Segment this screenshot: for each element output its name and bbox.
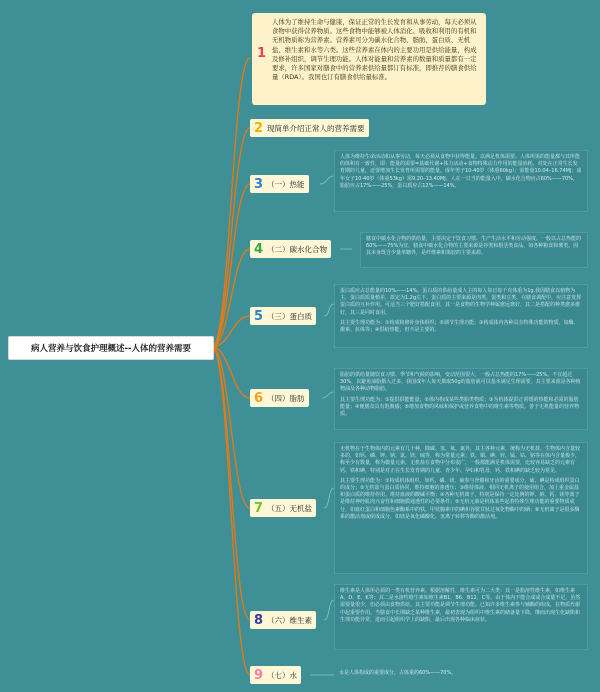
branch-number: 2 [254, 120, 264, 136]
branch-carb [250, 240, 331, 258]
note-paragraph: 蛋白质应占总能量的10%——14%。蛋白质的供给量成人主的每人每日每千克体重为1g.我国膳食以植物为主，蛋白质质量稍差，故定为1.2g左下。蛋白质的主要来源是肉类、蛋类和豆类、在膳食调配中，应注意发挥蛋白质的互补作用。可适当三个肥好搭配食用，其一是食物的生物学种属愈远愈好，其二是搭配的种类愈多愈好，其三是同时食用。 [340, 288, 582, 316]
note-paragraph: 维生素是人体所必须的一类有机营养素。根据溶解性，维生素可为二大类：其一是脂溶性维生素，如维生素A、D、E、K等；其二是水溶性维生素如维生素B1、B6、B12、C等。由于体内不能合成或合成量不足，虽然需要量很少，但必须由食物供给。其主要功能是调节生理功能。已知许多维生素参与辅酶的组成，在物质代谢中起重要作用。当膳食中长期缺乏某种维生素，最初表现为组织中维生素的储备量下降，继而出现生化缺陷和生理功能异常，进而引起组织学上的缺陷，最后出现各种临床症状。 [340, 588, 581, 623]
note-paragraph: 膳食中碳水化合物的供给量，主要决定于饮食习惯、生产生活水平和劳动强度。一般以占总热能的60%——75%为宜。膳食中碳水化合物的主要来源是谷类和根茎类食品，如各种粮食和薯类。因其本身既含少量单糖外，是纤维素和果胶的主要来源。 [366, 236, 582, 257]
branch-number: 5 [254, 308, 264, 324]
branch-label: （三）蛋白质 [267, 311, 313, 321]
branch-label: （二）碳水化合物 [267, 244, 328, 254]
branch-number: 9 [254, 667, 264, 683]
branch-label: （一）热能 [267, 179, 305, 189]
branch-label: （四）脂肪 [267, 393, 305, 403]
note-paragraph: 其主要生理功能为：①构成和修补身体组织；②调节生理功能；③构成体内各种具有特殊功能的物质，如酶、激素、抗体等；④供给热能，但不是主要的。 [340, 319, 579, 334]
branch-number: 3 [254, 176, 264, 192]
branch-water [250, 666, 301, 684]
intro-number: 1 [257, 46, 267, 61]
branch-number: 4 [254, 241, 264, 257]
note-mineral [334, 442, 588, 574]
note-paragraph: 水是人体构成的重要成分，占体重的60%——70%。 [339, 670, 457, 676]
root-node [8, 336, 214, 360]
branch-vitamin [250, 611, 316, 629]
branch-protein [250, 307, 316, 325]
branch-number: 7 [254, 500, 264, 516]
branch-mineral [250, 499, 316, 517]
note-water [334, 667, 588, 683]
branch-intro-summary [250, 119, 369, 137]
branch-number: 8 [254, 612, 264, 628]
note-paragraph: 脂肪的供给量随饮食习惯、季节和气候的影响，变动范围很大，一般占总热能的17%——25%。不宜超过30%，以避免油脂摄入过多。我国成年人每天摄取50g的脂肪就可以基本满足生理需要。其主要来源是各种植物油及各种动物脂肪。 [340, 372, 581, 393]
note-protein [334, 284, 588, 348]
note-fat [334, 368, 588, 430]
note-paragraph: 无机物在于生物体内的元素有几十种，除碳、氢、氧、氮外，其主各种元素，统称为无机盐。生物体内含量较多的，如钙、磷、钾、钠、氯、镁、硫等，称为常量元素；铁、铜、碘、锌、锰、钴、铬等在体内含量极少，称至少有数量，称为微量元素。无机盐在食物中分布很广，一般都能满足机体需要，比较容易缺乏的元素有钙、铁和碘，特别是对正在生长发育期的儿童、青少年、孕妇和乳母，钙、铁和碘的缺乏较为常见。 [340, 446, 581, 474]
branch-label: 现简单介绍正常人的营养需要 [267, 123, 365, 133]
note-paragraph: 人体为维持生命活动和从事劳动，每天必须从食物中获得能量。以满足机体需要。人体所需的能量都与其所能的体积有一致性，即：能量的需要=基础代谢+体力活动+食物特殊动力作用的能量消耗。对处在正常生长发育期的儿童，还要增加生长发育所需要的能量。成年男子10-40岁（体重60kg）；需能量10.04–16.74MJ；成年女子10-40岁（体重53kg）需9.20–13.40MJ。人在一日当的能量入中，碳水化合物应占60%——70%，脂肪应占17%——25%，蛋白质应占12%——14%。 [340, 154, 582, 189]
branch-fat [250, 389, 309, 407]
root-title: 病人营养与饮食护理概述--人体的营养需要 [30, 344, 192, 354]
note-heat [334, 150, 588, 212]
note-paragraph: 其主要生理功能为：①构成机体组织，如钙、磷、镁、硫参与骨骼和牙齿的重要成分，硫、碘是构成组织蛋白的成分；②无机盐与蛋白质协同，维持细胞的渗透压；③维持体液、相同无机离子的使用组合，加上重金属盐和蛋白质的维持作用。维持血液的酸碱平衡；④各种无机离子，特别是保持一定比例的钾、钠、钙、镁等离子是维持神经肌肉兴奋性和细胞膜通透性的必要条件；⑤无机元素是机体某些起着特殊生理功能的重要物质成分，如血红蛋白和细胞色素酶系中的铁、甲状腺素中的碘和谷胱甘肽过氧化物酶中的硒；⑥无机离子是很多酶系的激活剂或组成成分，如镁是氧化磷酸化、氢离子转移等酶的激活剂。 [340, 477, 580, 520]
branch-label: （七）水 [267, 670, 298, 680]
note-vitamin [334, 584, 588, 650]
branch-number: 6 [254, 390, 264, 406]
intro-node [252, 13, 486, 105]
branch-label: （六）维生素 [267, 615, 313, 625]
note-paragraph: 其主要生理功能为：①提供供能能量；②体内构成某些类脂类物质；③为机体提供正常缓的热能和必需的脂肪能量；④便膳食具有饱腹感；⑤增加食物的风味和保护或营养食物中的维生素等物质。善于无机能量的营养物质。 [340, 396, 579, 418]
note-carb [360, 232, 588, 268]
intro-text: 人体为了维持生命与健康，保证正常的生长发育和从事劳动，每天必须从食物中获得营养物质。这些食物中能够被人体消化、吸收和利用的有机和无机物质称为营养素。营养素可分为碳水化合物、脂肪、蛋白质、无机盐、维生素和水等六类。这些营养素在体内的主要功用是供给能量，构成及修补组织，调节生理功能。人体对能量和营养素的数量和质量都有一定要求，许多国家对膳食中的营养素供给量都订有标准，即推荐的膳食供给量（RDA）。我国也订有膳食供给量标准。 [272, 18, 477, 82]
branch-heat [250, 175, 309, 193]
branch-label: （五）无机盐 [267, 503, 313, 513]
